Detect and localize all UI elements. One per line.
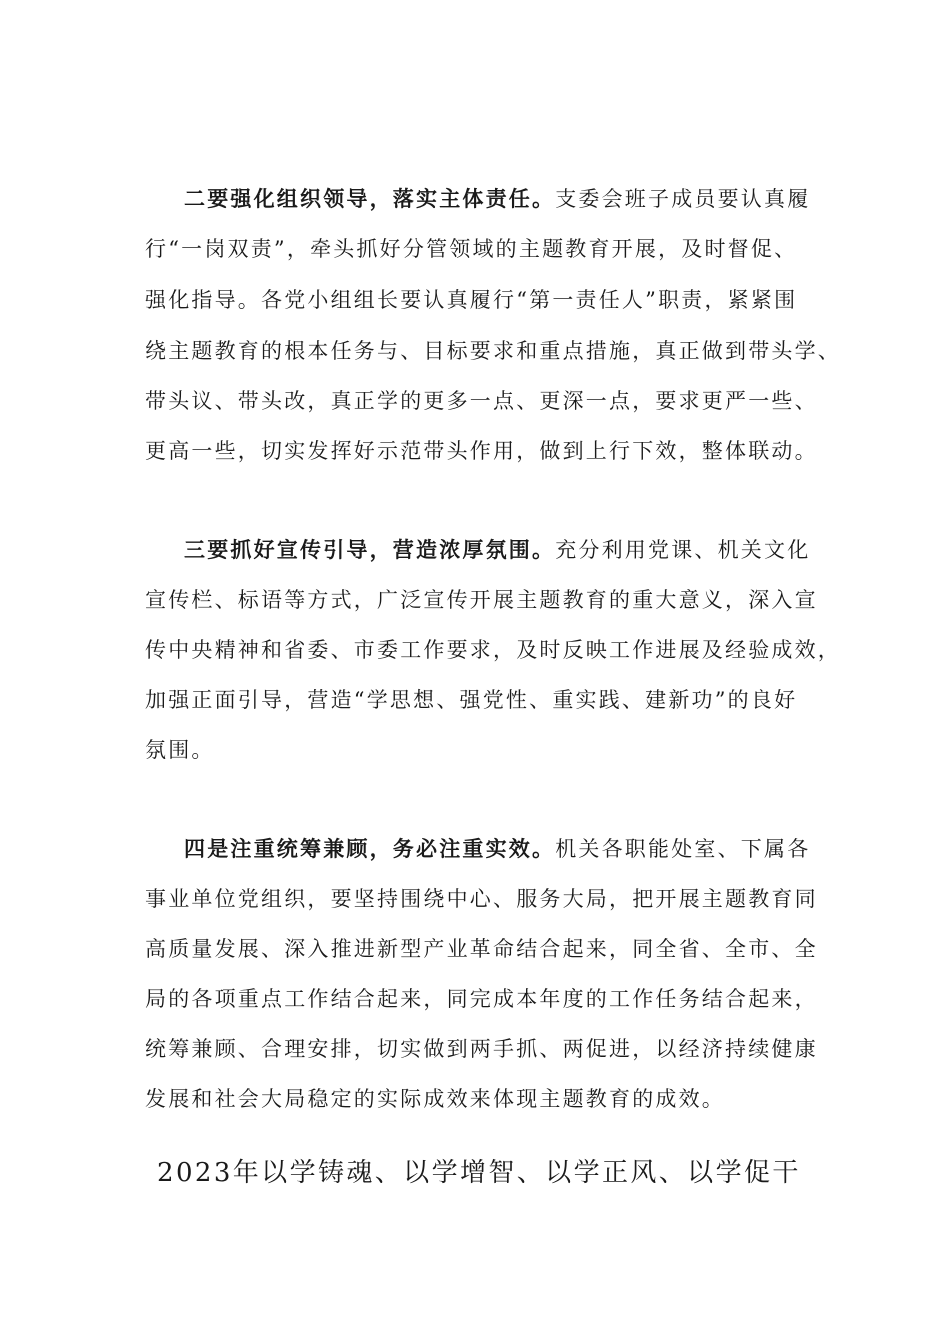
paragraph-line: 带头议、带头改，真正学的更多一点、更深一点，要求更严一些、	[145, 389, 818, 413]
paragraph-first-line	[184, 834, 810, 864]
paragraph-line: 传中央精神和省委、市委工作要求，及时反映工作进展及经验成效，	[145, 638, 841, 662]
paragraph-line: 宣传栏、标语等方式，广泛宣传开展主题教育的重大意义，深入宣	[145, 588, 818, 612]
paragraph-text: 支委会班子成员要认真履	[555, 187, 811, 211]
paragraph-line: 行“一岗双责”，牵头抓好分管领域的主题教育开展，及时督促、	[145, 237, 798, 261]
paragraph-first-line	[184, 184, 810, 214]
paragraph-line: 强化指导。各党小组组长要认真履行“第一责任人”职责，紧紧围	[145, 288, 798, 312]
paragraph-line: 更高一些，切实发挥好示范带头作用，做到上行下效，整体联动。	[145, 439, 818, 463]
section-heading: 2023年以学铸魂、以学增智、以学正风、以学促干	[157, 1158, 801, 1188]
paragraph-text: 充分利用党课、机关文化	[555, 538, 811, 562]
paragraph-line: 统筹兼顾、合理安排，切实做到两手抓、两促进，以经济持续健康	[145, 1037, 818, 1061]
paragraph-text: 机关各职能处室、下属各	[555, 837, 811, 861]
paragraph-line: 加强正面引导，营造“学思想、强党性、重实践、建新功”的良好	[145, 688, 798, 712]
paragraph-line: 高质量发展、深入推进新型产业革命结合起来，同全省、全市、全	[145, 937, 818, 961]
paragraph-first-line	[184, 535, 810, 565]
paragraph-line: 事业单位党组织，要坚持围绕中心、服务大局，把开展主题教育同	[145, 887, 818, 911]
paragraph-lead: 四是注重统筹兼顾，务必注重实效。	[184, 837, 556, 861]
paragraph-lead: 二要强化组织领导，落实主体责任。	[184, 187, 556, 211]
paragraph-line: 氛围。	[145, 738, 215, 762]
paragraph-lead: 三要抓好宣传引导，营造浓厚氛围。	[184, 538, 556, 562]
paragraph-line: 绕主题教育的根本任务与、目标要求和重点措施，真正做到带头学、	[145, 339, 841, 363]
paragraph-line: 局的各项重点工作结合起来，同完成本年度的工作任务结合起来，	[145, 987, 818, 1011]
paragraph-line: 发展和社会大局稳定的实际成效来体现主题教育的成效。	[145, 1087, 725, 1111]
